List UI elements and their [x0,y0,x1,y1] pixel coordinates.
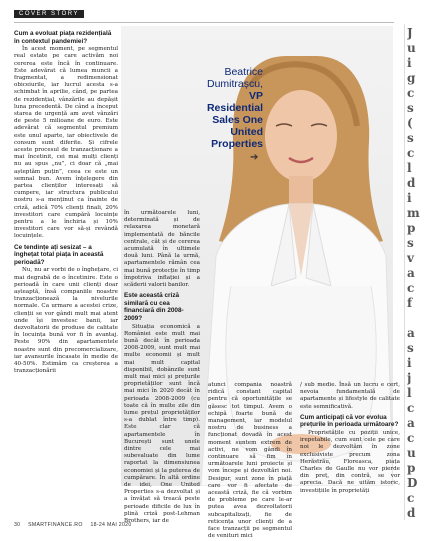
caption-role-1: VP [248,90,263,102]
edge-letter: j [407,371,412,385]
edge-letter: s [407,236,414,250]
edge-letter: s [407,341,414,355]
page-gutter [404,24,405,520]
edge-letter: u [407,41,416,55]
edge-letter: c [407,401,415,415]
edge-letter: p [407,461,416,475]
caption-role-2: Residential [206,102,263,114]
edge-letter: i [407,56,412,70]
edge-letter: D [407,476,418,490]
edge-letter: d [407,506,416,520]
caption-role-4: United [230,126,263,138]
edge-letter: d [407,176,416,190]
edge-letter: c [407,491,415,505]
page-footer [14,522,138,528]
caption-name-1: Beatrice [224,66,263,78]
paragraph-2: Nu, nu ar vorbi de o înghețare, ci mai degrabă de o încetinire. Este o perioadă în care unii clienți doar așteaptă, însă companiile noastre tranzacționează la nivelurile normale. Ca urmare a acestei crize, clienții se vor gândi mult mai atent unde își investesc banii, iar dezvoltatorii de produse de calitate în locuința bună vor fi în avantaj. Peste 90% din apartamentele noastre sunt din precomercializare, iar avansurile încasate în medie de 40-50%. Estimăm ca creșterea a tranzacționării [14,267,118,375]
subheading-4: Cum anticipați că vor evolua prețurile în perioada următoare? [300,413,399,429]
edge-letter: a [407,416,415,430]
caption-name-2: Dumitrașcu, [206,78,263,90]
edge-letter [407,311,429,326]
edge-letter: i [407,356,412,370]
kicker-rule [14,22,394,23]
column-2 [124,210,200,525]
column-3 [208,382,292,540]
subheading-3: Este această criză similară cu cea financiară din 2008-2009? [124,292,184,323]
photo-caption [163,66,263,150]
edge-letter: c [407,281,415,295]
paragraph-1: În acest moment, pe segmentul real estate pe care activăm noi cererea este încă în continuare. Este adevărat că lumea muncii a fragmentat, a redimensionat obiceiurile, iar lucrul acesta s-a schimbat în aprilie, când, pe partea de rezidențial, vânzările au depășit luna precedentă. De când a început starea de urgență am avut vânzări de peste 5 milioane de euro. Este adevărat că segmentul premium este unul aparte, iar obiectivele de consum sunt diferite. Și cifrele aceste procesul de tranzacționare a mai încetinit, cei mai mulți clienți nu au spus „nu”, ci doar că „mai așteptăm puțin”, ceea ce este un semnal bun. Avem înțelegere din partea clienților interesați să cumpere, iar structura publicului nostru s-a menținut ca înainte de criză, adică 70% clienți finali, 20% investitori care cumpără locuințe pentru a le închiria și 10% investitori care vor să-și revândă locuințele. [14,46,118,240]
subheading-2: Ce tendințe ați sesizat – a înghețat total piața în această perioadă? [14,243,104,266]
publication-name: SMARTFINANCE.RO [28,522,83,528]
edge-letter: v [407,251,414,265]
paragraph-4: Situația economică a României este mult mai bună decât în perioada 2008-2009, sunt mult mai multe economii și mult mai mult capital disponibil, dobânzile sunt mult mai mici și prețurile proprietăților sunt încă mai mici în 2020 decât în perioada 2008-2009 (cu toate că în multe zile din lume prețul proprietăților s-a dublat între timp). Este clar că apartamentele în București sunt unele dintre cele mai subevaluate din lume raportat la dimensiunea economiei și la puterea de cumpărare. În altă ordine de idei, One United Properties s-a dezvoltat și a învățat să treacă peste perioade dificile de lux în plină criză post-Lehman Brothers, iar de [124,323,200,525]
paragraph-5: atunci compania noastră ridică constant capital pentru că oportunitățile se găsesc tot timpul. Avem o echipă foarte bună de management, iar modelul nostru de business a funcționat dovadă în acest moment suntem extrem de activi, ne vom gândi în continuare să fim în următoarele luni proiecte și vom începe și dezvoltări noi. Desigur, sunt zone în piață care vor fi afectate de această criză, fie că vorbim de probleme pe care le-ar putea avea dezvoltatorii subcapitalizați, fie de reticența unor clienți de a face tranzacții pe segmentul de venituri mici [208,382,292,540]
edge-letter: a [407,326,415,340]
column-4 [300,382,400,495]
edge-letter: l [407,386,412,400]
next-page-edge [407,26,429,522]
edge-letter: c [407,431,415,445]
edge-letter: c [407,146,415,160]
edge-letter: s [407,101,414,115]
caption-role-3: Sales One [212,114,263,126]
edge-letter: s [407,131,414,145]
edge-letter: l [407,161,412,175]
arrow-right-icon: ➔ [250,152,259,163]
edge-letter: p [407,221,416,235]
paragraph-6: / sub medie. Însă un lucru e cert, nevoia fundamentală de apartamente și lifestyle de calitate este semnificativă. [300,382,400,410]
edge-letter: J [407,26,413,40]
subheading-1: Cum a evoluat piața rezidențială în contextul pandemiei? [14,30,112,45]
edge-letter: c [407,86,415,100]
paragraph-7: Proprietățile cu poziții unice, irepetabile, cum sunt cele pe care noi le dezvoltăm în zone exclusiviste precum zona Herăstrău, Floreasca, piața Charles de Gaulle nu vor pierde din preț, din contră, se vor aprecia. Dacă ne uităm istoric, investițiile în proprietăți [300,430,400,494]
edge-letter: ( [407,116,413,130]
page-number: 30 [14,522,21,528]
caption-role-5: Properties [211,138,263,150]
edge-letter: f [407,296,413,310]
edge-letter: u [407,446,416,460]
column-1 [14,30,118,376]
edge-letter: a [407,266,415,280]
edge-letter: m [407,206,420,220]
section-kicker: COVER STORY [14,10,84,18]
edge-letter: g [407,71,416,85]
issue-date: 18-24 MAI 2020 [90,522,132,528]
paragraph-3: în următoarele luni, determinată și de relaxarea monetară implementată de băncile centrale, cât și de cererea acumulată în ultimele două luni. Până la urmă, apartamentele rămân cea mai bună protecție în timp împotriva inflației și a scăderii valorii banilor. [124,210,200,289]
edge-letter: i [407,191,412,205]
